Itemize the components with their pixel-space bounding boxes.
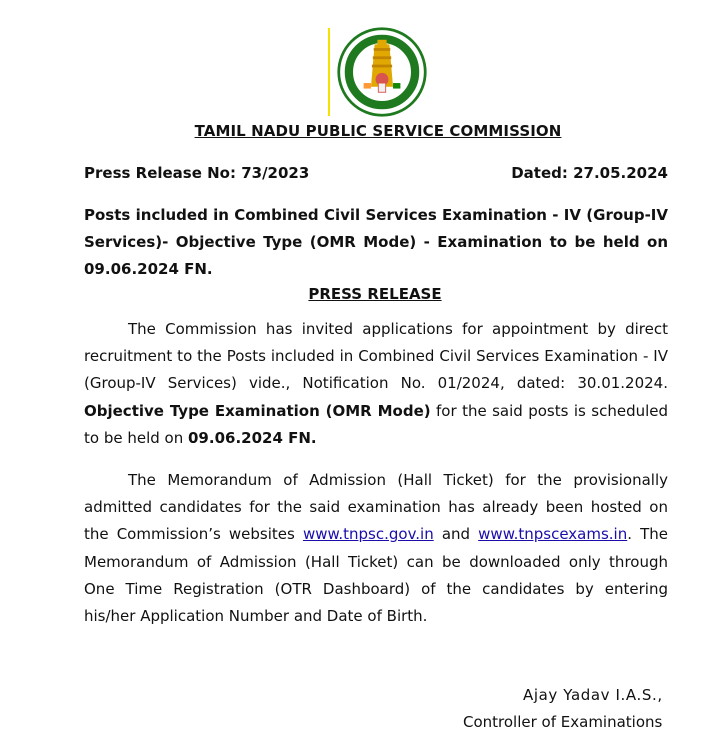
organization-title: TAMIL NADU PUBLIC SERVICE COMMISSION xyxy=(194,122,562,140)
paragraph-hall-ticket xyxy=(84,467,668,630)
tnpscexams-website-link[interactable]: www.tnpscexams.in xyxy=(478,525,628,544)
reference-row xyxy=(84,164,668,182)
signatory-name: Ajay Yadav I.A.S., xyxy=(523,686,663,704)
tnpsc-website-link[interactable]: www.tnpsc.gov.in xyxy=(302,525,434,544)
press-release-number: Press Release No: 73/2023 xyxy=(84,164,310,182)
subject-line: Posts included in Combined Civil Services Examination - IV (Group-IV Services)- Objective Type (OMR Mode) - Examination to be held on 09.06.2024 FN. xyxy=(84,206,668,278)
para2-text-b: and xyxy=(433,525,479,544)
signatory-designation: Controller of Examinations xyxy=(463,713,663,731)
tamil-nadu-emblem-icon xyxy=(336,26,428,118)
press-release-heading: PRESS RELEASE xyxy=(308,285,442,303)
para1-text-b: for the said posts is scheduled to be held on xyxy=(84,401,669,447)
margin-line xyxy=(328,28,330,116)
para1-text-a: The Commission has invited applications for appointment by direct recruitment to the Posts included in Combined Civil Services Examination - IV (Group-IV Services) vide., Notification No. 01/2024, dated: 30.01.2024. xyxy=(84,320,668,393)
emblem-container xyxy=(326,24,426,120)
para2-text-a: The Memorandum of Admission (Hall Ticket) for the provisionally admitted candidates for the said examination has already been hosted on the Commission’s websites xyxy=(84,471,668,544)
release-date: Dated: 27.05.2024 xyxy=(511,164,668,182)
paragraph-invitation xyxy=(84,316,668,452)
para2-text-c: . The Memorandum of Admission (Hall Ticket) can be downloaded only through One Time Registration (OTR Dashboard) of the candidates by entering his/her Application Number and Date of Birth. xyxy=(84,525,668,626)
exam-mode-bold: Objective Type Examination (OMR Mode) xyxy=(84,401,431,420)
exam-date-bold: 09.06.2024 FN. xyxy=(188,428,317,447)
